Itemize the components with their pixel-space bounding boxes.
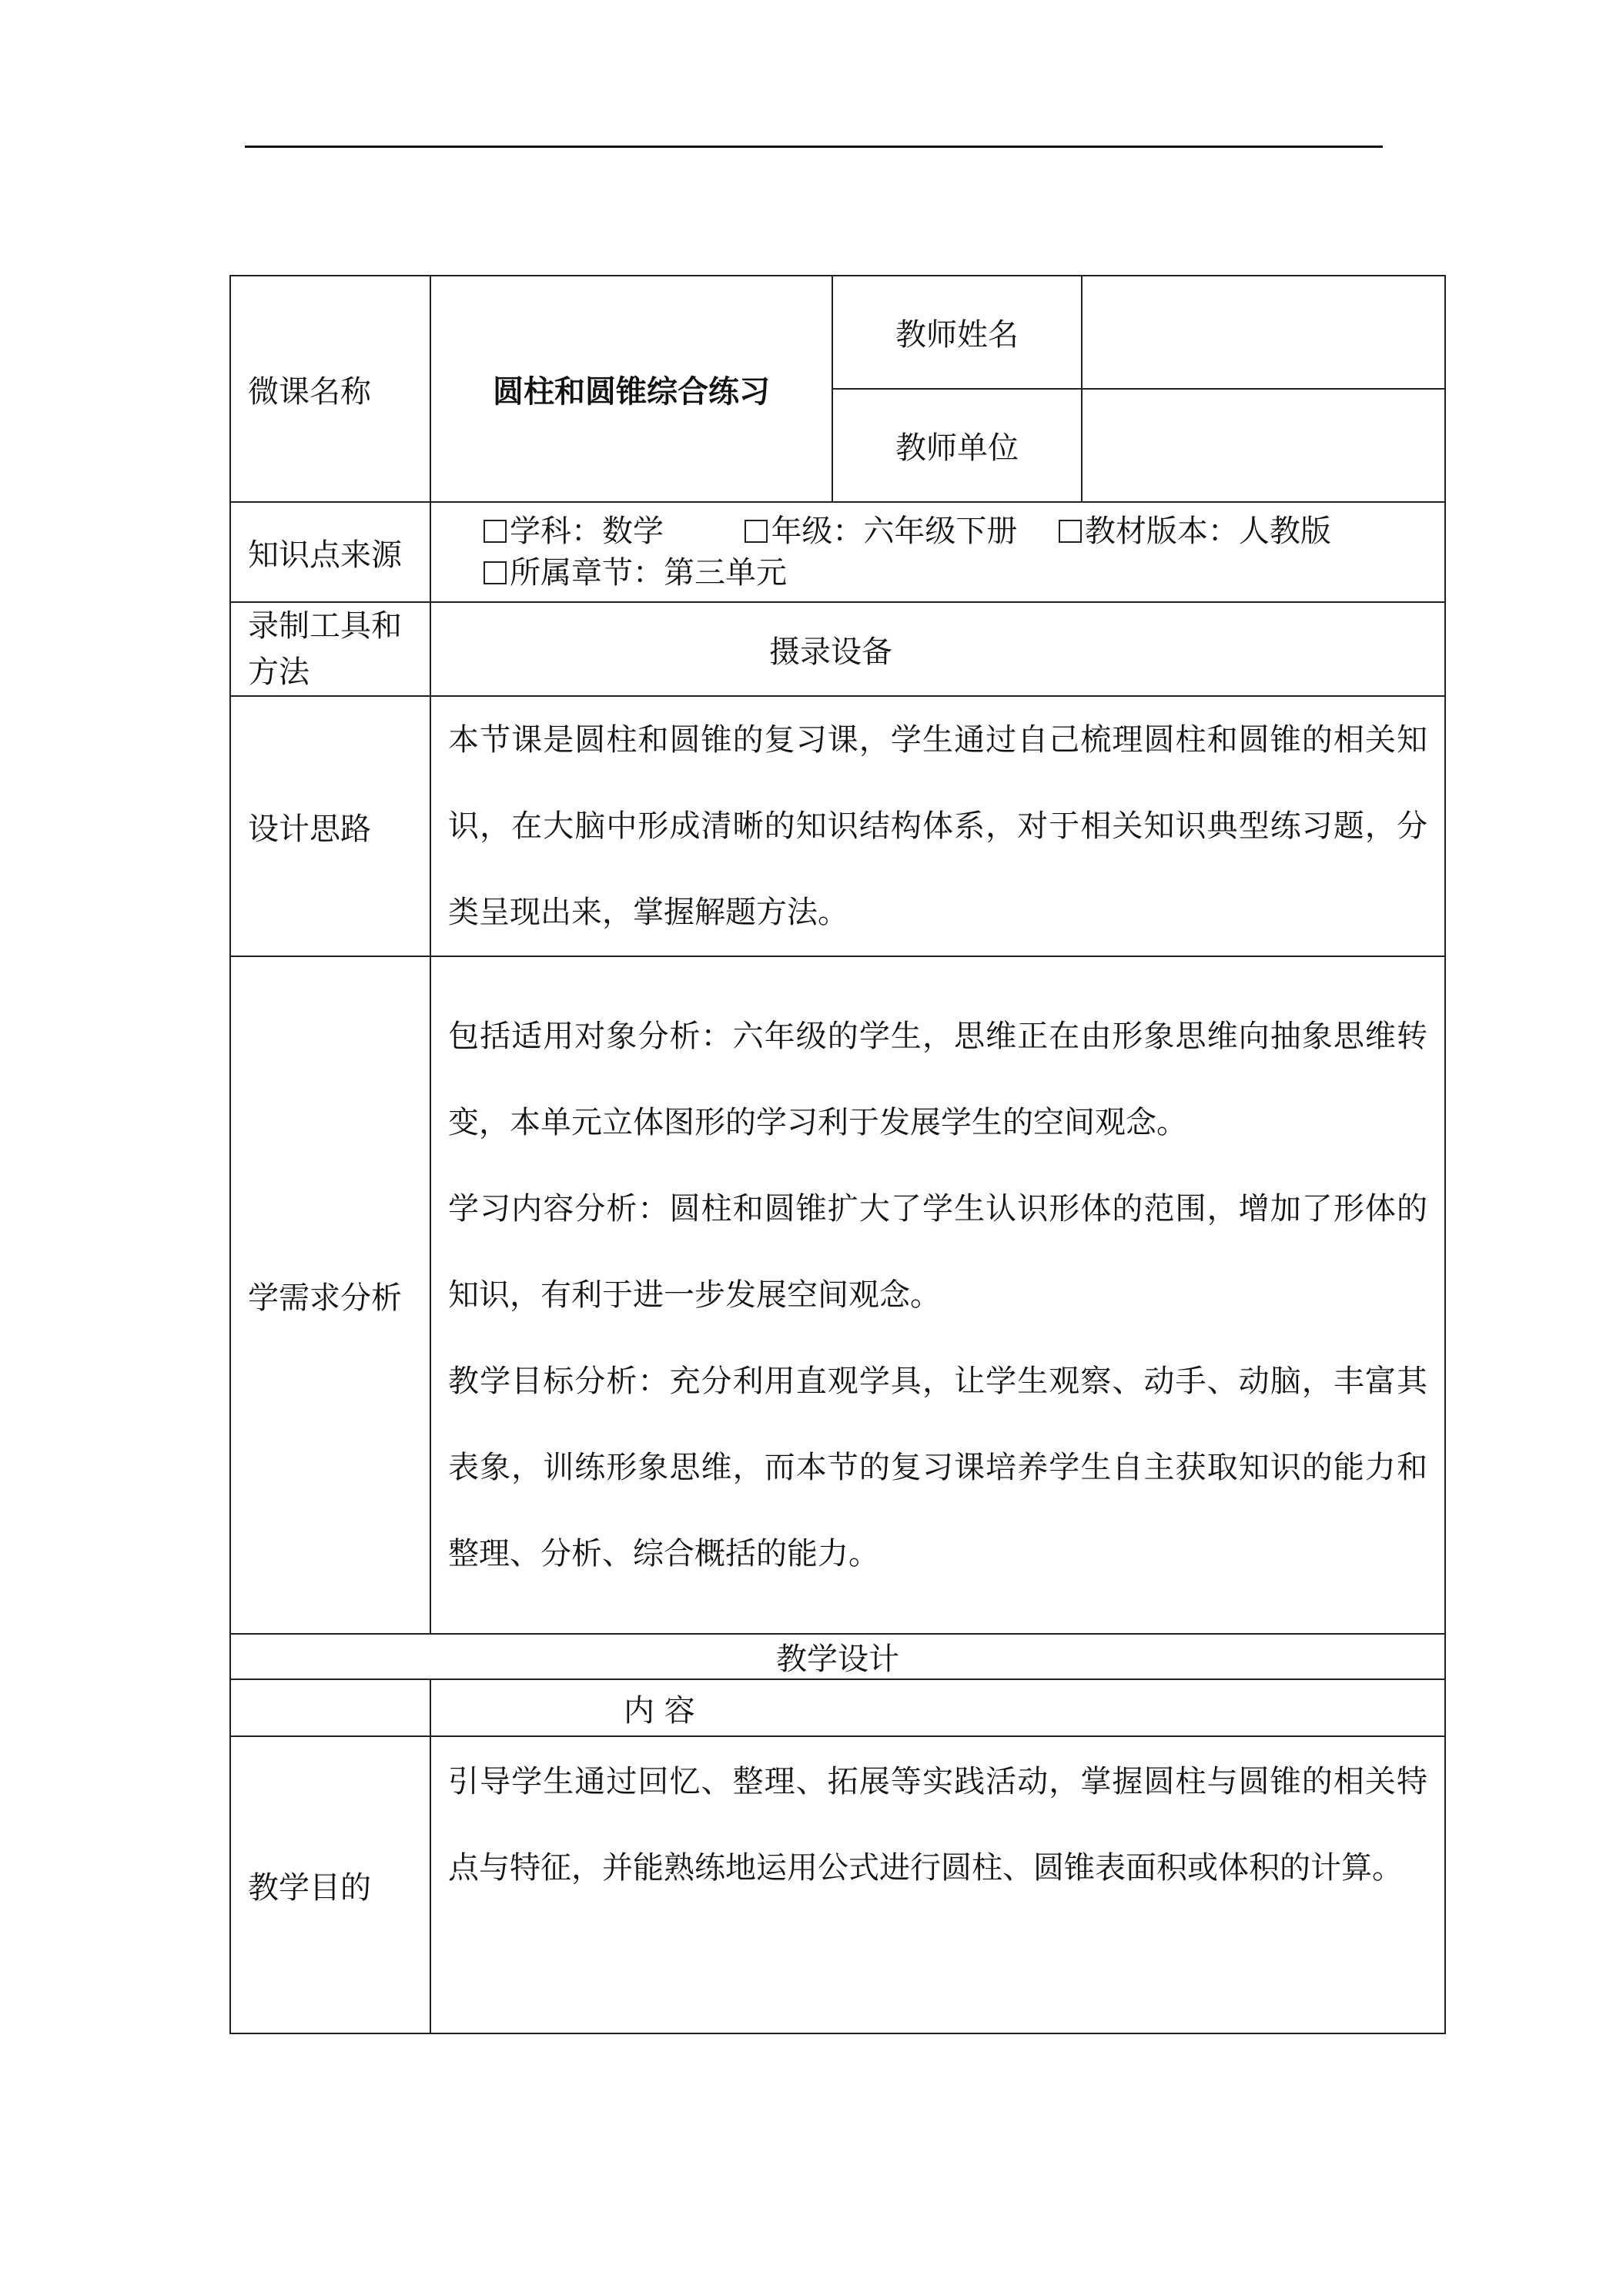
design-value — [430, 696, 1445, 956]
source-grade: 年级：六年级下册 — [771, 514, 1018, 549]
teacher-unit-value — [1082, 389, 1445, 502]
source-edition: 教材版本：人教版 — [1084, 514, 1331, 549]
needs-value — [430, 956, 1445, 1634]
chapter-checkbox[interactable] — [484, 561, 507, 584]
needs-paragraph: 学习内容分析：圆柱和圆锥扩大了学生认识形体的范围，增加了形体的知识，有利于进一步发展空间观念。 — [448, 1191, 1427, 1313]
tools-value: 摄录设备 — [430, 602, 1445, 696]
design-label: 设计思路 — [230, 696, 430, 956]
needs-paragraph: 教学目标分析：充分利用直观学具，让学生观察、动手、动脑，丰富其表象，训练形象思维，而本节的复习课培养学生自主获取知识的能力和整理、分析、综合概括的能力。 — [448, 1364, 1427, 1571]
grade-checkbox[interactable] — [745, 520, 768, 543]
teacher-name-label: 教师姓名 — [832, 276, 1082, 389]
teaching-design-header: 教学设计 — [230, 1634, 1445, 1679]
source-chapter: 所属章节：第三单元 — [510, 555, 787, 591]
needs-label: 学需求分析 — [230, 956, 430, 1634]
tools-label: 录制工具和方法 — [230, 602, 430, 696]
content-header: 内 容 — [430, 1679, 1445, 1736]
teacher-unit-label: 教师单位 — [832, 389, 1082, 502]
source-subject: 学科：数学 — [510, 514, 664, 549]
content-header-blank — [230, 1679, 430, 1736]
needs-paragraph: 包括适用对象分析：六年级的学生，思维正在由形象思维向抽象思维转变，本单元立体图形的学习利于发展学生的空间观念。 — [448, 1019, 1427, 1140]
header-rule — [245, 146, 1383, 148]
course-name-value: 圆柱和圆锥综合练习 — [430, 276, 832, 502]
objective-paragraph: 引导学生通过回忆、整理、拓展等实践活动，掌握圆柱与圆锥的相关特点与特征，并能熟练地运用公式进行圆柱、圆锥表面积或体积的计算。 — [448, 1764, 1427, 1886]
teacher-name-value — [1082, 276, 1445, 389]
source-label: 知识点来源 — [230, 502, 430, 602]
subject-checkbox[interactable] — [484, 520, 507, 543]
design-paragraph: 本节课是圆柱和圆锥的复习课，学生通过自己梳理圆柱和圆锥的相关知识，在大脑中形成清晰的知识结构体系，对于相关知识典型练习题，分类呈现出来，掌握解题方法。 — [448, 722, 1427, 930]
objective-label: 教学目的 — [230, 1736, 430, 2033]
micro-course-form — [229, 275, 1446, 2034]
edition-checkbox[interactable] — [1059, 520, 1082, 543]
course-name-label: 微课名称 — [230, 276, 430, 502]
objective-value — [430, 1736, 1445, 2033]
source-value — [430, 502, 1445, 602]
